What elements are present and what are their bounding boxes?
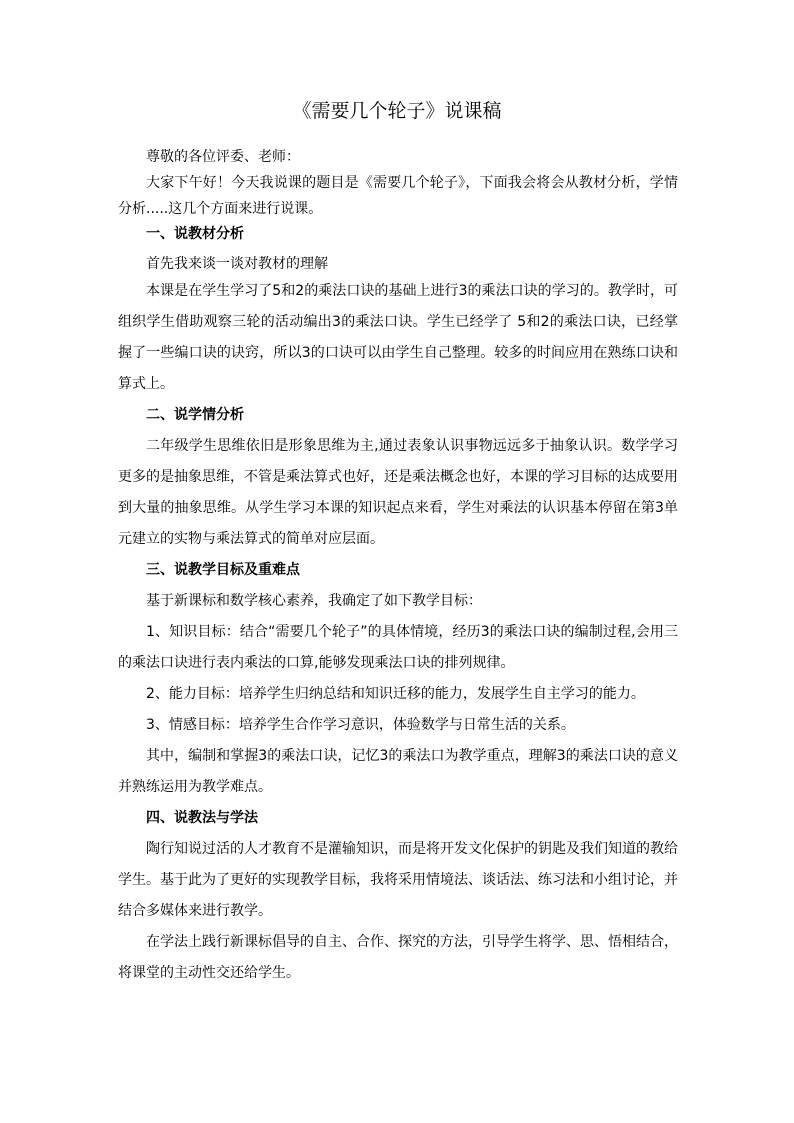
section-subheading: 首先我来谈一谈对教材的理解 [146, 256, 328, 272]
section-heading-teaching-objectives: 三、说教学目标及重难点 [146, 562, 300, 578]
document-title: 《需要几个轮子》说课稿 [292, 100, 502, 122]
document-body [118, 144, 678, 989]
objective-emotion: 3、情感目标：培养学生合作学习意识，体验数学与日常生活的关系。 [146, 717, 575, 733]
body-paragraph: 陶行知说过活的人才教育不是灌输知识，而是将开发文化保护的钥匙及我们知道的教给学生。基于此为了更好的实现教学目标，我将采用情境法、谈话法、练习法和小组讨论，并结合多媒体来进行教学。 [118, 841, 678, 919]
key-points-paragraph: 其中，编制和掌握3的乘法口诀，记忆3的乘法口为教学重点，理解3的乘法口诀的意义并熟练运用为教学难点。 [118, 748, 678, 795]
greeting-line: 尊敬的各位评委、老师： [146, 149, 300, 165]
section-heading-textbook-analysis: 一、说教材分析 [146, 226, 244, 242]
body-paragraph: 基于新课标和数学核心素养，我确定了如下教学目标： [146, 593, 482, 609]
section-heading-teaching-methods: 四、说教法与学法 [146, 810, 258, 826]
section-heading-student-analysis: 二、说学情分析 [146, 407, 244, 423]
objective-ability: 2、能力目标：培养学生归纳总结和知识迁移的能力，发展学生自主学习的能力。 [146, 686, 645, 702]
intro-paragraph: 大家下午好！今天我说课的题目是《需要几个轮子》，下面我会将会从教材分析，学情分析.....这几个方面来进行说课。 [118, 175, 678, 217]
objective-knowledge: 1、知识目标：结合“需要几个轮子”的具体情境，经历3的乘法口诀的编制过程,会用三的乘法口诀进行表内乘法的口算,能够发现乘法口诀的排列规律。 [118, 624, 678, 671]
body-paragraph: 在学法上践行新课标倡导的自主、合作、探究的方法，引导学生将学、思、悟相结合，将课堂的主动性交还给学生。 [118, 934, 678, 981]
body-paragraph: 二年级学生思维依旧是形象思维为主,通过表象认识事物远远多于抽象认识。数学学习更多的是抽象思维，不管是乘法算式也好，还是乘法概念也好，本课的学习目标的达成要用到大量的抽象思维。从学生学习本课的知识起点来看，学生对乘法的认识基本停留在第3单元建立的实物与乘法算式的简单对应层面。 [118, 438, 678, 547]
body-paragraph: 本课是在学生学习了5和2的乘法口诀的基础上进行3的乘法口诀的学习的。教学时，可组织学生借助观察三轮的活动编出3的乘法口诀。学生已经学了 5和2的乘法口诀，已经掌握了一些编口诀的诀窍，所以3的口诀可以由学生自己整理。较多的时间应用在熟练口诀和算式上。 [118, 283, 678, 392]
